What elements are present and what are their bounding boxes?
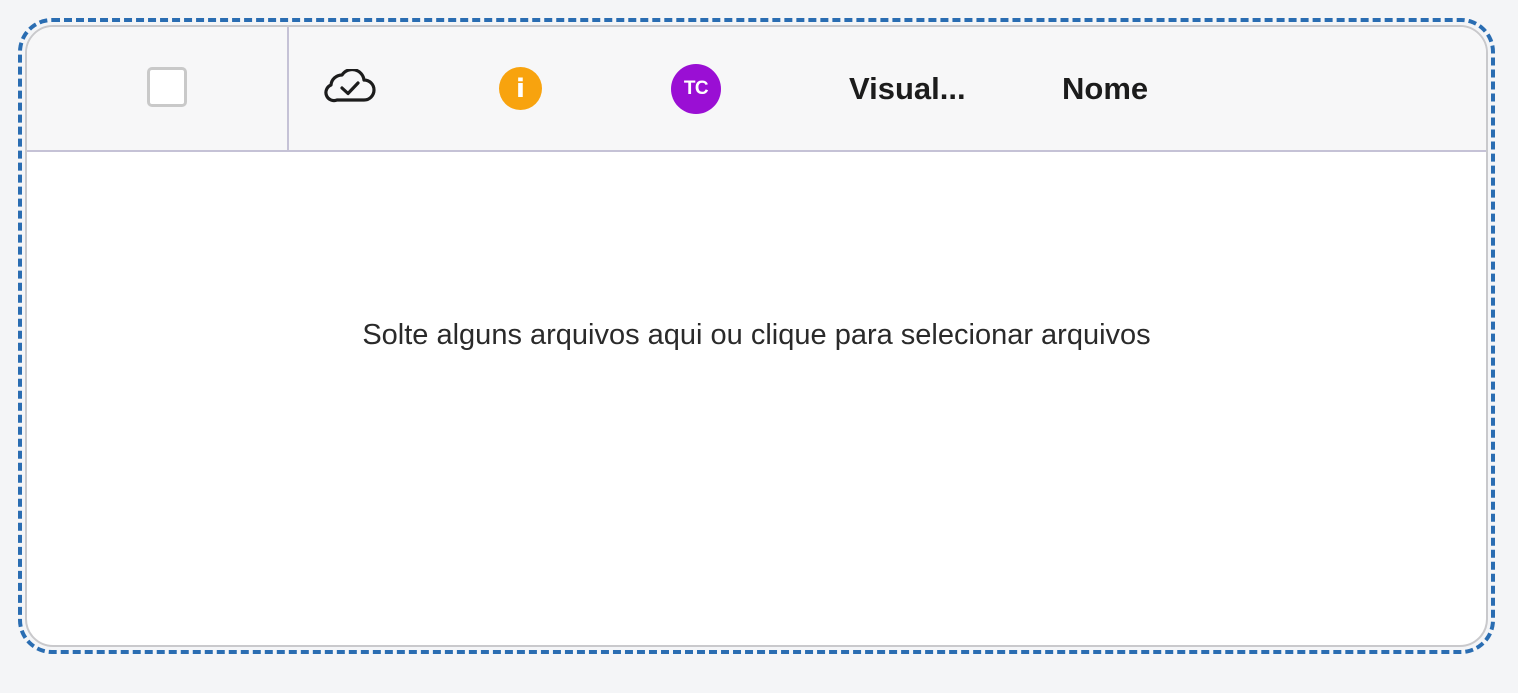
cloud-check-icon bbox=[323, 69, 377, 109]
table-header-row bbox=[27, 27, 1486, 152]
dropzone-message: Solte alguns arquivos aqui ou clique para selecionar arquivos bbox=[362, 319, 1151, 351]
select-all-cell bbox=[27, 27, 289, 150]
select-all-checkbox[interactable] bbox=[147, 67, 187, 107]
file-dropzone[interactable] bbox=[18, 18, 1495, 654]
files-table bbox=[25, 25, 1488, 647]
column-header-nome[interactable] bbox=[1062, 27, 1262, 150]
column-header-info[interactable] bbox=[499, 27, 545, 150]
column-header-sync[interactable] bbox=[323, 27, 383, 150]
column-title-nome: Nome bbox=[1062, 70, 1149, 106]
tc-badge: TC bbox=[671, 64, 721, 114]
column-title-visual: Visual... bbox=[849, 70, 966, 106]
column-header-visual[interactable] bbox=[849, 27, 1019, 150]
column-header-tc[interactable] bbox=[671, 27, 723, 150]
info-icon: i bbox=[499, 67, 542, 110]
